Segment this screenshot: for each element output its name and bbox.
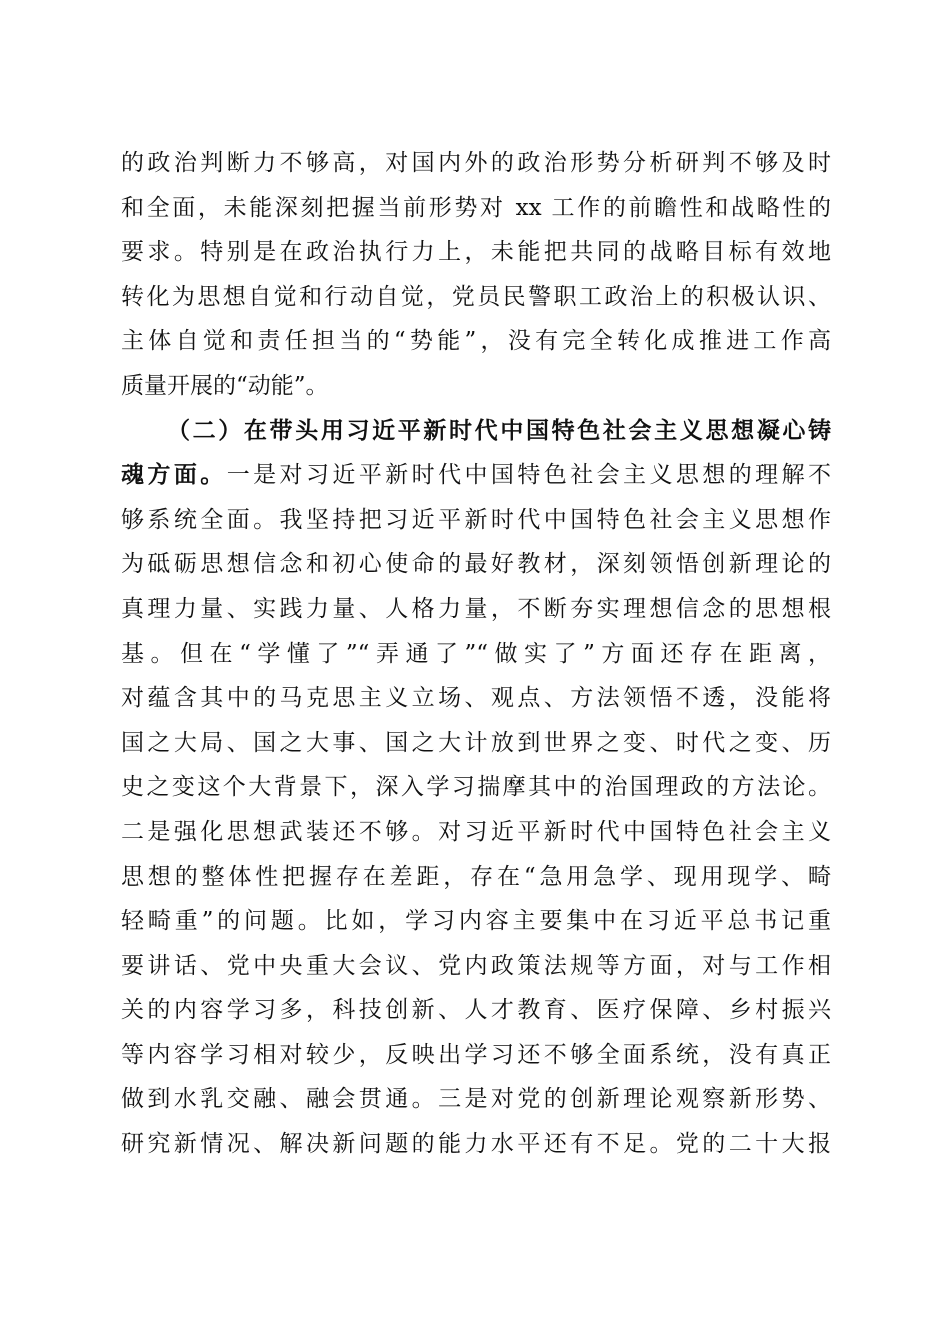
text-line	[121, 453, 831, 498]
section-heading: （二）在带头用习近平新时代中国特色社会主义思想凝心铸	[167, 416, 831, 444]
text-line: 要讲话、党中央重大会议、党内政策法规等方面，对与工作相	[121, 952, 831, 979]
text-line: 真理力量、实践力量、人格力量，不断夯实理想信念的思想根	[121, 595, 831, 622]
text-line: 要求。特别是在政治执行力上，未能把共同的战略目标有效地	[121, 239, 831, 266]
text-line: 国之大局、国之大事、国之大计放到世界之变、时代之变、历	[121, 729, 831, 756]
text-line: 等内容学习相对较少，反映出学习还不够全面系统，没有真正	[121, 1041, 831, 1068]
text-line: 轻畸重”的问题。比如，学习内容主要集中在习近平总书记重	[121, 908, 831, 935]
text-line: 研究新情况、解决新问题的能力水平还有不足。党的二十大报	[121, 1131, 831, 1158]
text-line: 的政治判断力不够高，对国内外的政治形势分析研判不够及时	[121, 150, 831, 176]
section-heading-end: 魂方面。	[121, 461, 227, 489]
text-line: 转化为思想自觉和行动自觉，党员民警职工政治上的积极认识、	[121, 283, 831, 310]
text-span: 一是对习近平新时代中国特色社会主义思想的理解不	[226, 462, 832, 489]
text-line: 对蕴含其中的马克思主义立场、观点、方法领悟不透，没能将	[121, 685, 831, 712]
text-line: 二是强化思想武装还不够。对习近平新时代中国特色社会主义	[121, 818, 831, 845]
text-line: 做到水乳交融、融会贯通。三是对党的创新理论观察新形势、	[121, 1086, 831, 1113]
text-line: 和全面，未能深刻把握当前形势对 xx 工作的前瞻性和战略性的	[121, 194, 831, 221]
text-line: 基。但在“学懂了”“弄通了”“做实了”方面还存在距离，	[121, 640, 831, 667]
text-line: 为砥砺思想信念和初心使命的最好教材，深刻领悟创新理论的	[121, 551, 831, 578]
text-line: 关的内容学习多，科技创新、人才教育、医疗保障、乡村振兴	[121, 997, 831, 1024]
text-line: 思想的整体性把握存在差距，存在“急用急学、现用现学、畸	[121, 863, 831, 890]
text-line: 史之变这个大背景下，深入学习揣摩其中的治国理政的方法论。	[121, 774, 831, 801]
text-line: 够系统全面。我坚持把习近平新时代中国特色社会主义思想作	[121, 506, 831, 533]
text-line: 质量开展的“动能”。	[121, 372, 329, 399]
body-text	[121, 141, 831, 1167]
text-line: 主体自觉和责任担当的“势能”，没有完全转化成推进工作高	[121, 328, 831, 355]
